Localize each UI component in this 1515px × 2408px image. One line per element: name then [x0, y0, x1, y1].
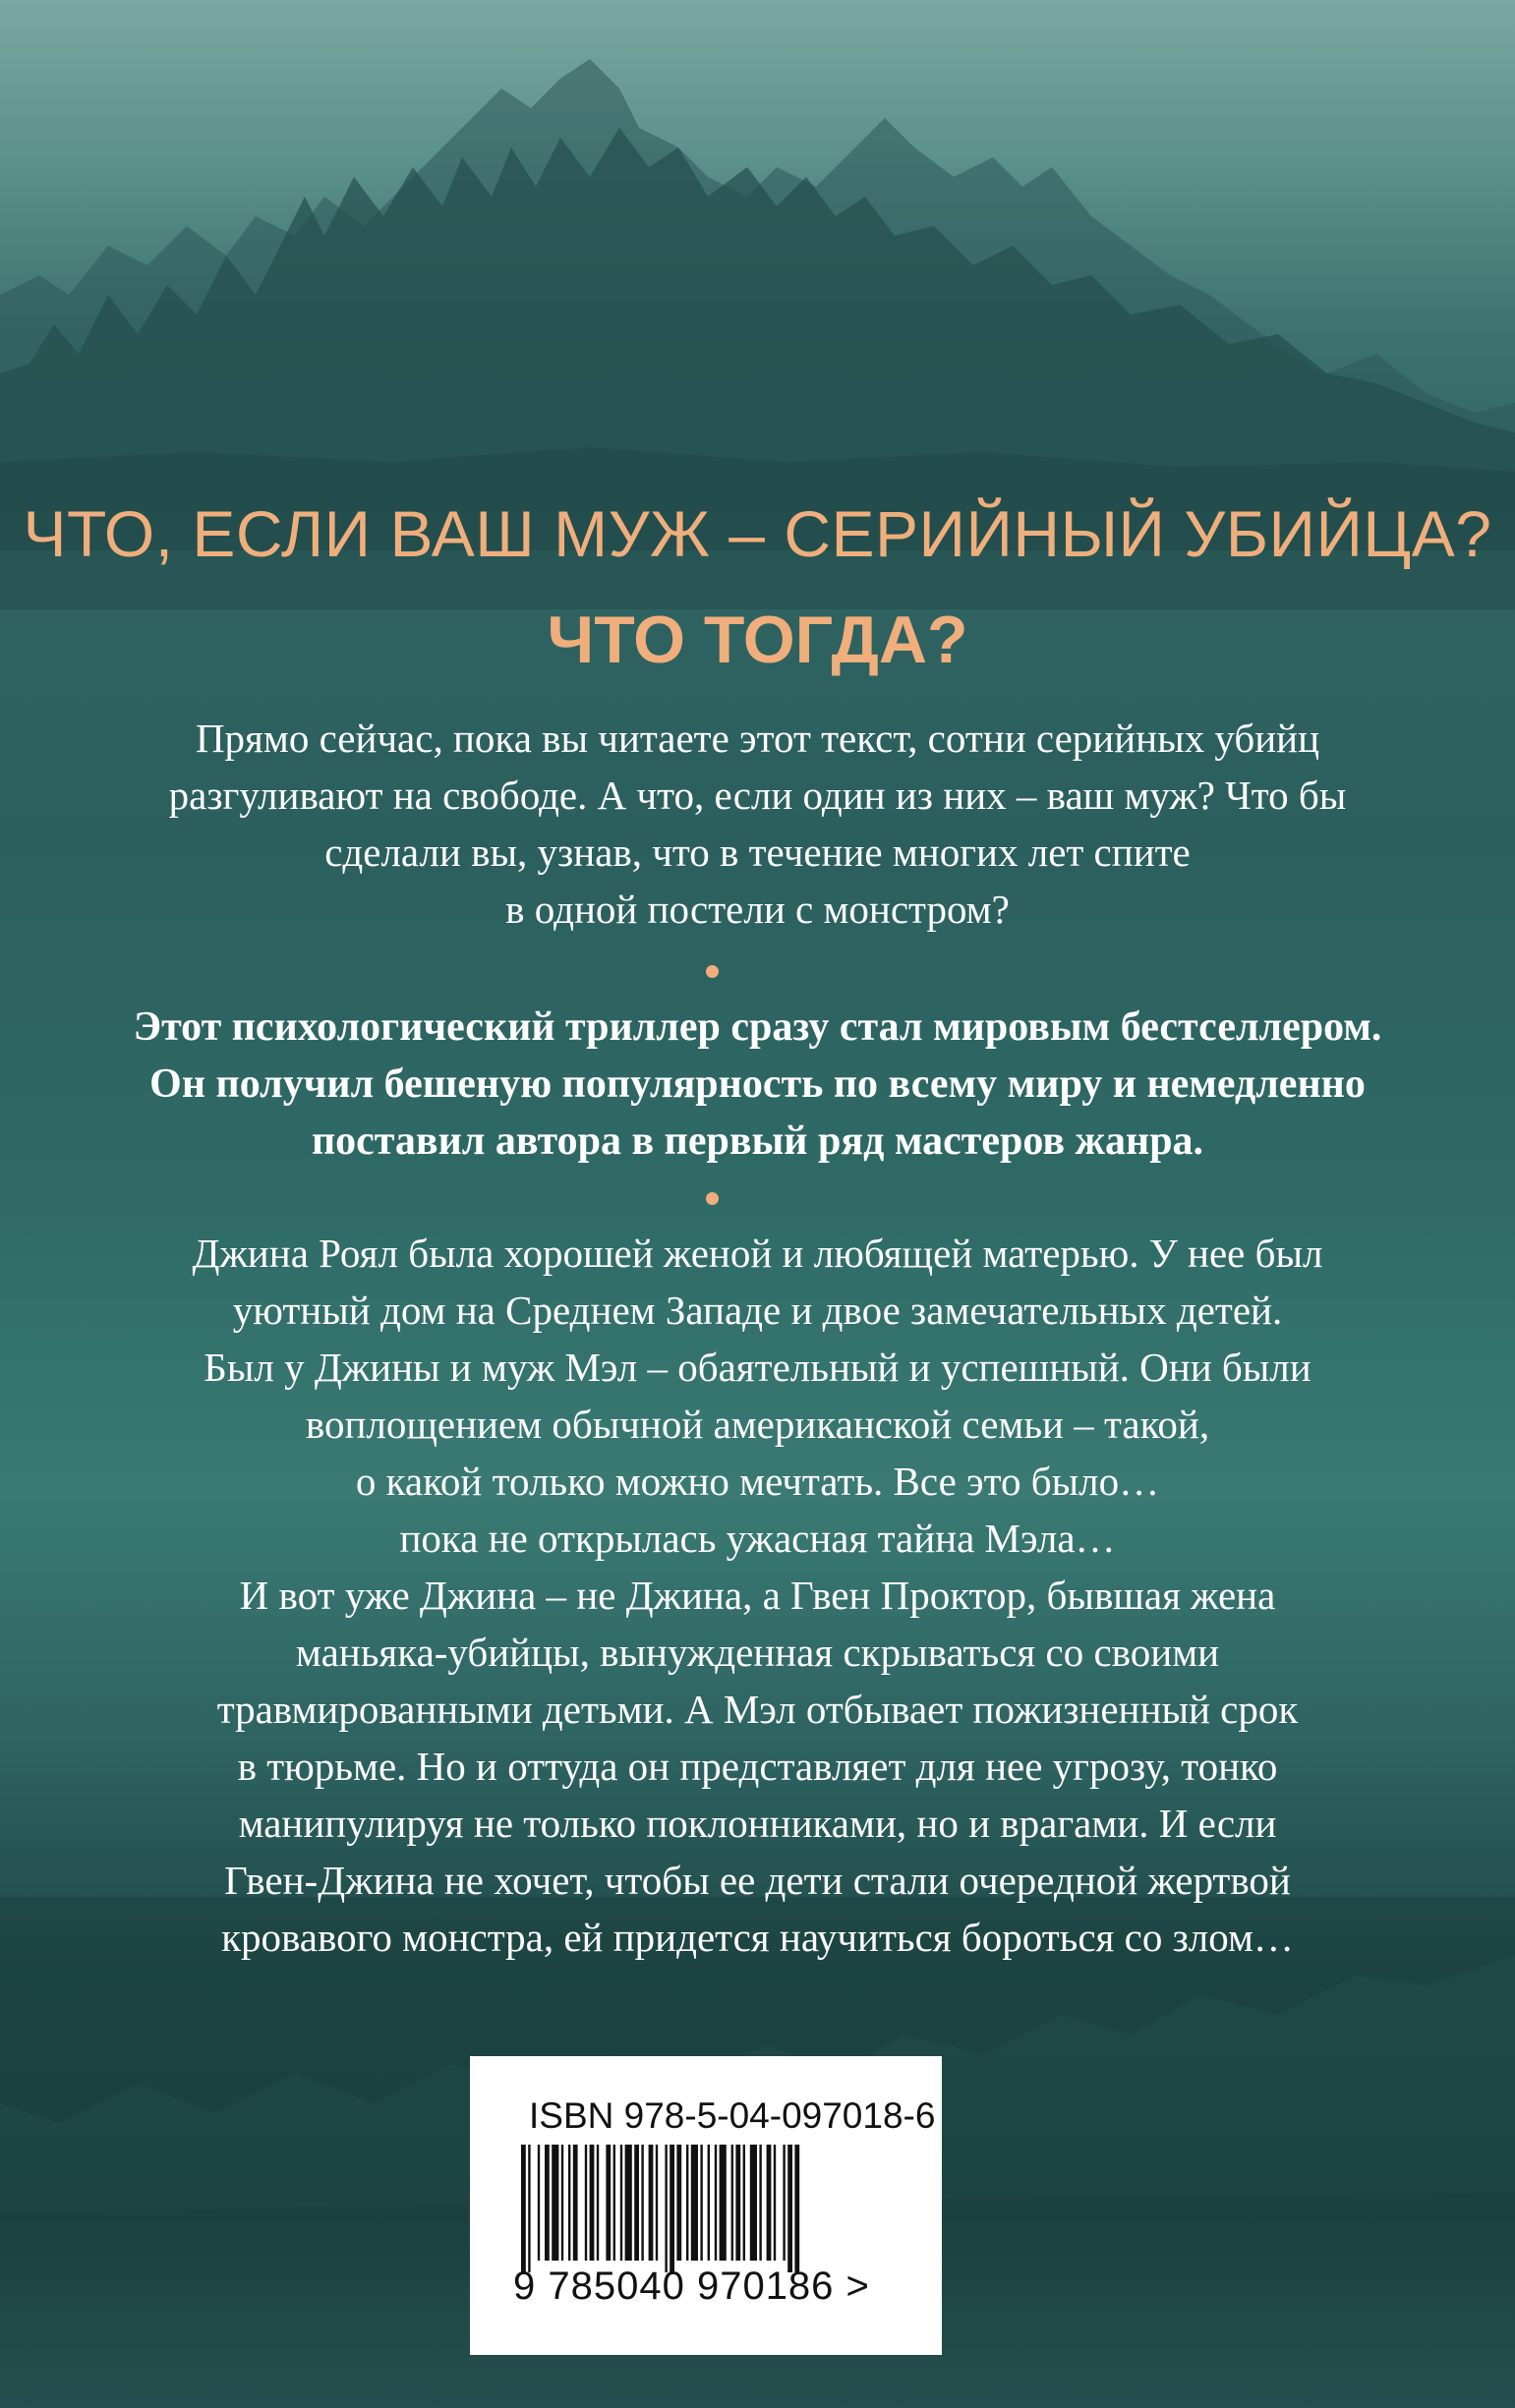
barcode-bar: [528, 2145, 530, 2272]
barcode-bar: [656, 2145, 658, 2261]
isbn-barcode-label: [470, 2056, 942, 2355]
synopsis-line: в тюрьме. Но и оттуда он представляет для нее угрозу, тонко: [237, 1744, 1278, 1789]
intro-line: разгуливают на свободе. А что, если один из них – ваш муж? Что бы: [168, 773, 1347, 818]
barcode-icon: [521, 2145, 895, 2272]
barcode-bar: [561, 2145, 563, 2261]
synopsis-line: Был у Джины и муж Мэл – обаятельный и успешный. Они были: [204, 1345, 1311, 1390]
barcode-bar: [767, 2145, 772, 2261]
separator-dot: [706, 965, 719, 978]
barcode-bar: [649, 2145, 654, 2261]
barcode-bar: [585, 2145, 587, 2261]
synopsis-line: манипулируя не только поклонниками, но и врагами. И если: [238, 1801, 1277, 1846]
intro-paragraph: [88, 710, 1427, 938]
synopsis-line: пока не открылась ужасная тайна Мэла…: [399, 1516, 1116, 1561]
barcode-bar: [538, 2145, 540, 2261]
barcode-bar: [625, 2145, 632, 2261]
barcode-bar: [670, 2145, 674, 2272]
barcode-bar: [568, 2145, 570, 2261]
barcode-bar: [620, 2145, 622, 2261]
intro-line: Прямо сейчас, пока вы читаете этот текст, сотни серийных убийц: [195, 716, 1320, 761]
barcode-bar: [720, 2145, 727, 2261]
synopsis-line: воплощением обычной американской семьи – такой,: [305, 1402, 1210, 1447]
barcode-bar: [545, 2145, 550, 2261]
praise-line: Этот психологический триллер сразу стал мировым бестселлером.: [133, 1004, 1382, 1050]
barcode-bar: [634, 2145, 639, 2261]
barcode-bar: [597, 2145, 599, 2261]
barcode-bar: [787, 2145, 792, 2272]
synopsis-line: Гвен-Джина не хочет, чтобы ее дети стали очередной жертвой: [224, 1858, 1291, 1903]
barcode-bar: [731, 2145, 733, 2261]
barcode-bar: [774, 2145, 776, 2261]
synopsis-line: И вот уже Джина – не Джина, а Гвен Проктор, бывшая жена: [239, 1573, 1276, 1618]
synopsis-line: маньяка-убийцы, вынужденная скрываться со своими: [295, 1630, 1220, 1675]
barcode-bar: [521, 2145, 526, 2272]
praise-paragraph: [88, 999, 1427, 1170]
barcode-bar: [708, 2145, 710, 2261]
intro-line: сделали вы, узнав, что в течение многих лет спите: [324, 830, 1191, 875]
barcode-bar: [552, 2145, 558, 2261]
synopsis-line: травмированными детьми. А Мэл отбывает пожизненный срок: [216, 1687, 1299, 1732]
barcode-bar: [691, 2145, 698, 2261]
headline-question: ЧТО, ЕСЛИ ВАШ МУЖ – СЕРИЙНЫЙ УБИЙЦА?: [23, 497, 1492, 570]
barcode-bar: [743, 2145, 745, 2261]
barcode-bar: [676, 2145, 681, 2261]
synopsis-line: кровавого монстра, ей придется научиться бороться со злом…: [221, 1915, 1294, 1960]
intro-line: в одной постели с монстром?: [505, 887, 1010, 932]
barcode-bar: [613, 2145, 615, 2261]
isbn-number: ISBN 978-5-04-097018-6: [529, 2095, 936, 2136]
synopsis-line: уютный дом на Среднем Западе и двое замечательных детей.: [232, 1288, 1283, 1333]
barcode-bar: [783, 2145, 785, 2261]
barcode-bar: [700, 2145, 702, 2261]
barcode-bar: [606, 2145, 611, 2261]
headline-followup: ЧТО ТОГДА?: [547, 602, 968, 677]
barcode-bar: [686, 2145, 688, 2261]
barcode-bar: [750, 2145, 757, 2261]
barcode-bar: [759, 2145, 761, 2261]
barcode-bar: [573, 2145, 578, 2261]
barcode-bar: [794, 2145, 799, 2272]
separator-dot: [706, 1192, 719, 1205]
barcode-digits: 9 785040 970186 >: [513, 2265, 870, 2308]
praise-line: поставил автора в первый ряд мастеров жанра.: [311, 1118, 1204, 1164]
synopsis-line: о какой только можно мечтать. Все это было…: [355, 1459, 1160, 1504]
synopsis-paragraph: [88, 1225, 1427, 1966]
barcode-bar: [641, 2145, 643, 2261]
barcode-bar: [715, 2145, 717, 2261]
barcode-bar: [590, 2145, 595, 2261]
barcode-bar: [665, 2145, 667, 2272]
synopsis-line: Джина Роял была хорошей женой и любящей матерью. У нее был: [192, 1231, 1323, 1276]
barcode-bar: [735, 2145, 740, 2261]
praise-line: Он получил бешеную популярность по всему миру и немедленно: [149, 1061, 1366, 1107]
